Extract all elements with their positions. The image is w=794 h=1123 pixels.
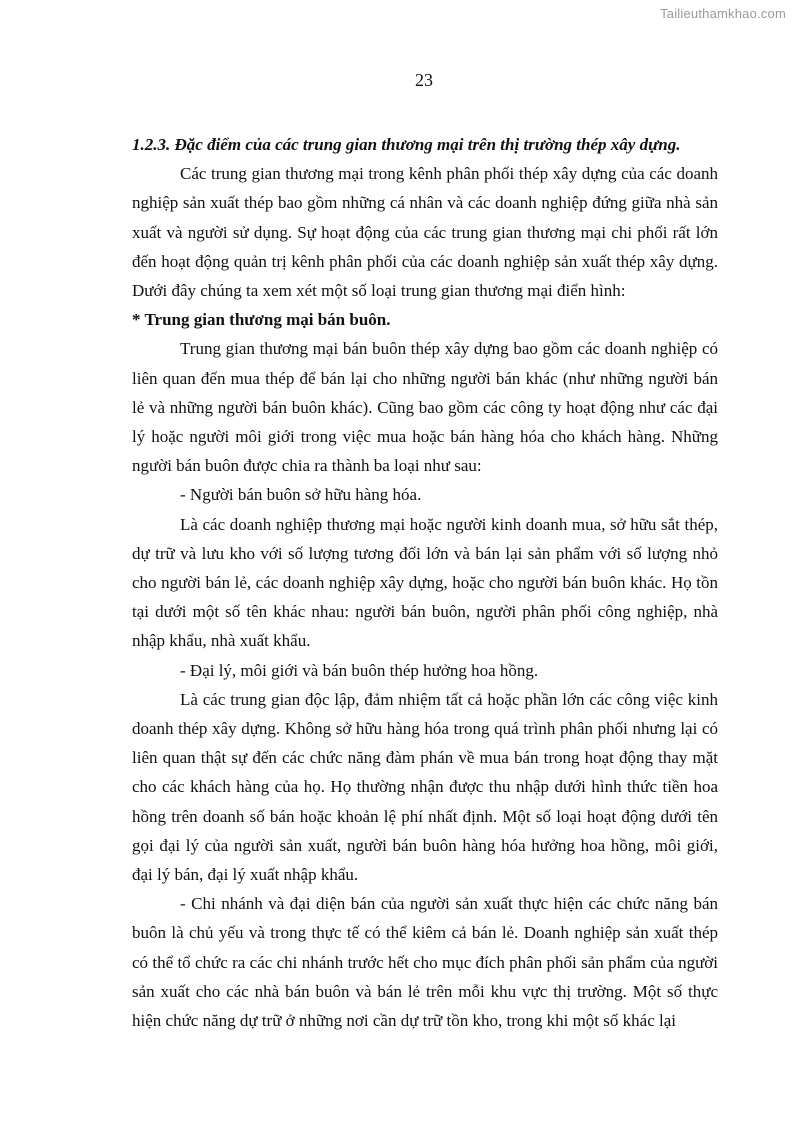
section-heading: 1.2.3. Đặc điểm của các trung gian thương mại trên thị trường thép xây dựng.: [132, 135, 681, 154]
subheading-wholesale: * Trung gian thương mại bán buôn.: [132, 310, 391, 330]
paragraph-branches: - Chi nhánh và đại diện bán của người sản xuất thực hiện các chức năng bán buôn là chủ yếu và trong thực tế có thể kiêm cả bán lẻ. Doanh nghiệp sản xuất thép có thể tổ chức ra các chi nhánh trước hết cho mục đích phân phối sản phẩm của người sản xuất cho các nhà bán buôn và bán lẻ trên mỗi khu vực thị trường. Một số thực hiện chức năng dự trữ ở những nơi cần dự trữ tồn kho, trong khi một số khác lại: [132, 894, 718, 1031]
paragraph-intro: Các trung gian thương mại trong kênh phân phối thép xây dựng của các doanh nghiệp sản xuất thép bao gồm những cá nhân và các doanh nghiệp đứng giữa nhà sản xuất và người sử dụng. Sự hoạt động của các trung gian thương mại chi phối rất lớn đến hoạt động quản trị kênh phân phối của các doanh nghiệp sản xuất thép xây dựng. Dưới đây chúng ta xem xét một số loại trung gian thương mại điển hình:: [132, 164, 718, 301]
list-item-merchant-wholesaler: - Người bán buôn sở hữu hàng hóa.: [180, 485, 422, 505]
paragraph-wholesale-definition: Trung gian thương mại bán buôn thép xây dựng bao gồm các doanh nghiệp có liên quan đến mua thép để bán lại cho những người bán khác (như những người bán lẻ và những người bán buôn khác). Cũng bao gồm các công ty hoạt động như các đại lý hoặc người môi giới trong việc mua hoặc bán hàng hóa cho khách hàng. Những người bán buôn được chia ra thành ba loại như sau:: [132, 339, 718, 476]
page-number: 23: [415, 70, 433, 90]
paragraph-merchant-wholesaler: Là các doanh nghiệp thương mại hoặc người kinh doanh mua, sở hữu sắt thép, dự trữ và lưu kho với số lượng tương đối lớn và bán lại sản phẩm với số lượng nhỏ cho người bán lẻ, các doanh nghiệp xây dựng, hoặc cho người bán buôn khác. Họ tồn tại dưới một số tên khác nhau: người bán buôn, người phân phối công nghiệp, nhà nhập khẩu, nhà xuất khẩu.: [132, 514, 718, 651]
watermark: Tailieuthamkhao.com: [660, 6, 786, 21]
paragraph-agents-brokers: Là các trung gian độc lập, đảm nhiệm tất cả hoặc phần lớn các công việc kinh doanh thép xây dựng. Không sở hữu hàng hóa trong quá trình phân phối nhưng lại có liên quan thật sự đến các chức năng đàm phán về mua bán trong hoạt động thay mặt cho các khách hàng của họ. Họ thường nhận được thu nhập dưới hình thức tiền hoa hồng trên doanh số bán hoặc khoản lệ phí nhất định. Một số loại hoạt động dưới tên gọi đại lý của người sản xuất, người bán buôn hàng hóa hưởng hoa hồng, môi giới, đại lý bán, đại lý xuất nhập khẩu.: [132, 689, 718, 885]
document-body: [132, 130, 718, 1035]
list-item-agents-brokers: - Đại lý, môi giới và bán buôn thép hưởng hoa hồng.: [180, 660, 539, 680]
